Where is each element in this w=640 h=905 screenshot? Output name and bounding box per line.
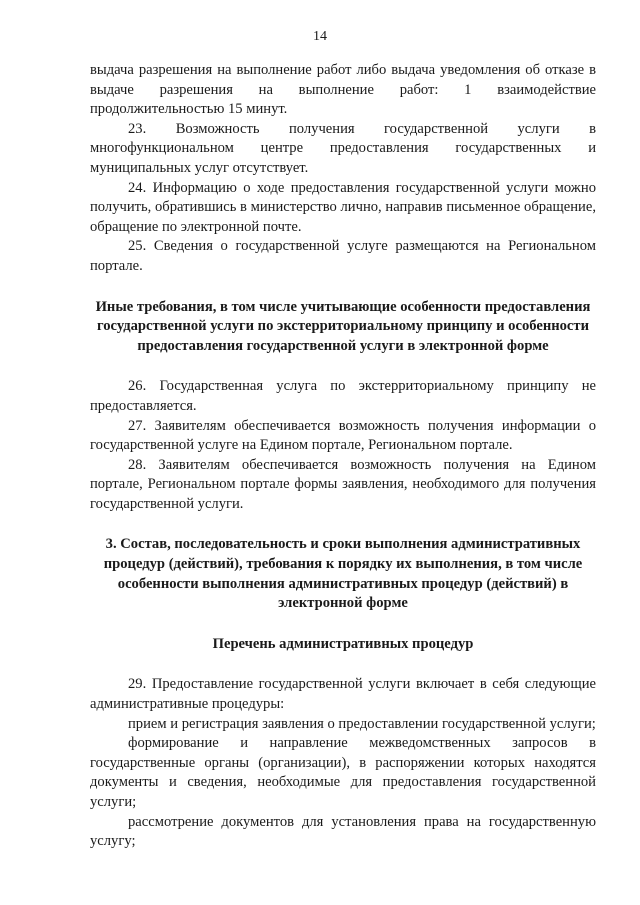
paragraph-27: 27. Заявителям обеспечивается возможность получения информации о государственной услуге на Едином портале, Региональном портале. bbox=[90, 417, 596, 454]
paragraph-28: 28. Заявителям обеспечивается возможность получения на Едином портале, Региональном портале формы заявления, необходимого для получения государственной услуги. bbox=[90, 456, 596, 512]
procedure-item-review: рассмотрение документов для установления права на государственную услугу; bbox=[90, 813, 596, 850]
paragraph-continuation: выдача разрешения на выполнение работ либо выдача уведомления об отказе в выдаче разрешения на выполнение работ: 1 взаимодействие продолжительностью 15 минут. bbox=[90, 62, 596, 118]
paragraph-26: 26. Государственная услуга по экстерриториальному принципу не предоставляется. bbox=[90, 378, 596, 414]
paragraph-23: 23. Возможность получения государственной услуги в многофункциональном центре предоставления государственных и муниципальных услуг отсутствует. bbox=[90, 120, 596, 176]
heading-other-requirements: Иные требования, в том числе учитывающие особенности предоставления государственной услуги по экстерриториальному принципу и особенности предоставления государственной услуги в электронной форме bbox=[95, 298, 591, 354]
paragraph-24: 24. Информацию о ходе предоставления государственной услуги можно получить, обратившись в министерство лично, направив письменное обращение, обращение по электронной почте. bbox=[90, 179, 596, 235]
procedure-item-reception: прием и регистрация заявления о предоставлении государственной услуги; bbox=[128, 715, 596, 732]
heading-procedures-list: Перечень административных процедур bbox=[212, 635, 474, 652]
page-number: 14 bbox=[313, 29, 327, 44]
paragraph-29: 29. Предоставление государственной услуги включает в себя следующие административные процедуры: bbox=[90, 676, 596, 713]
paragraph-25: 25. Сведения о государственной услуге размещаются на Региональном портале. bbox=[90, 238, 596, 274]
procedure-item-requests: формирование и направление межведомственных запросов в государственные органы (организации), в распоряжении которых находятся документы и сведения, необходимые для предоставления государственной услуги; bbox=[90, 735, 596, 810]
page-body bbox=[90, 61, 596, 852]
heading-section-3: 3. Состав, последовательность и сроки выполнения административных процедур (действий), требования к порядку их выполнения, в том числе особенности выполнения административных процедур (действий) в электронной форме bbox=[103, 536, 583, 612]
